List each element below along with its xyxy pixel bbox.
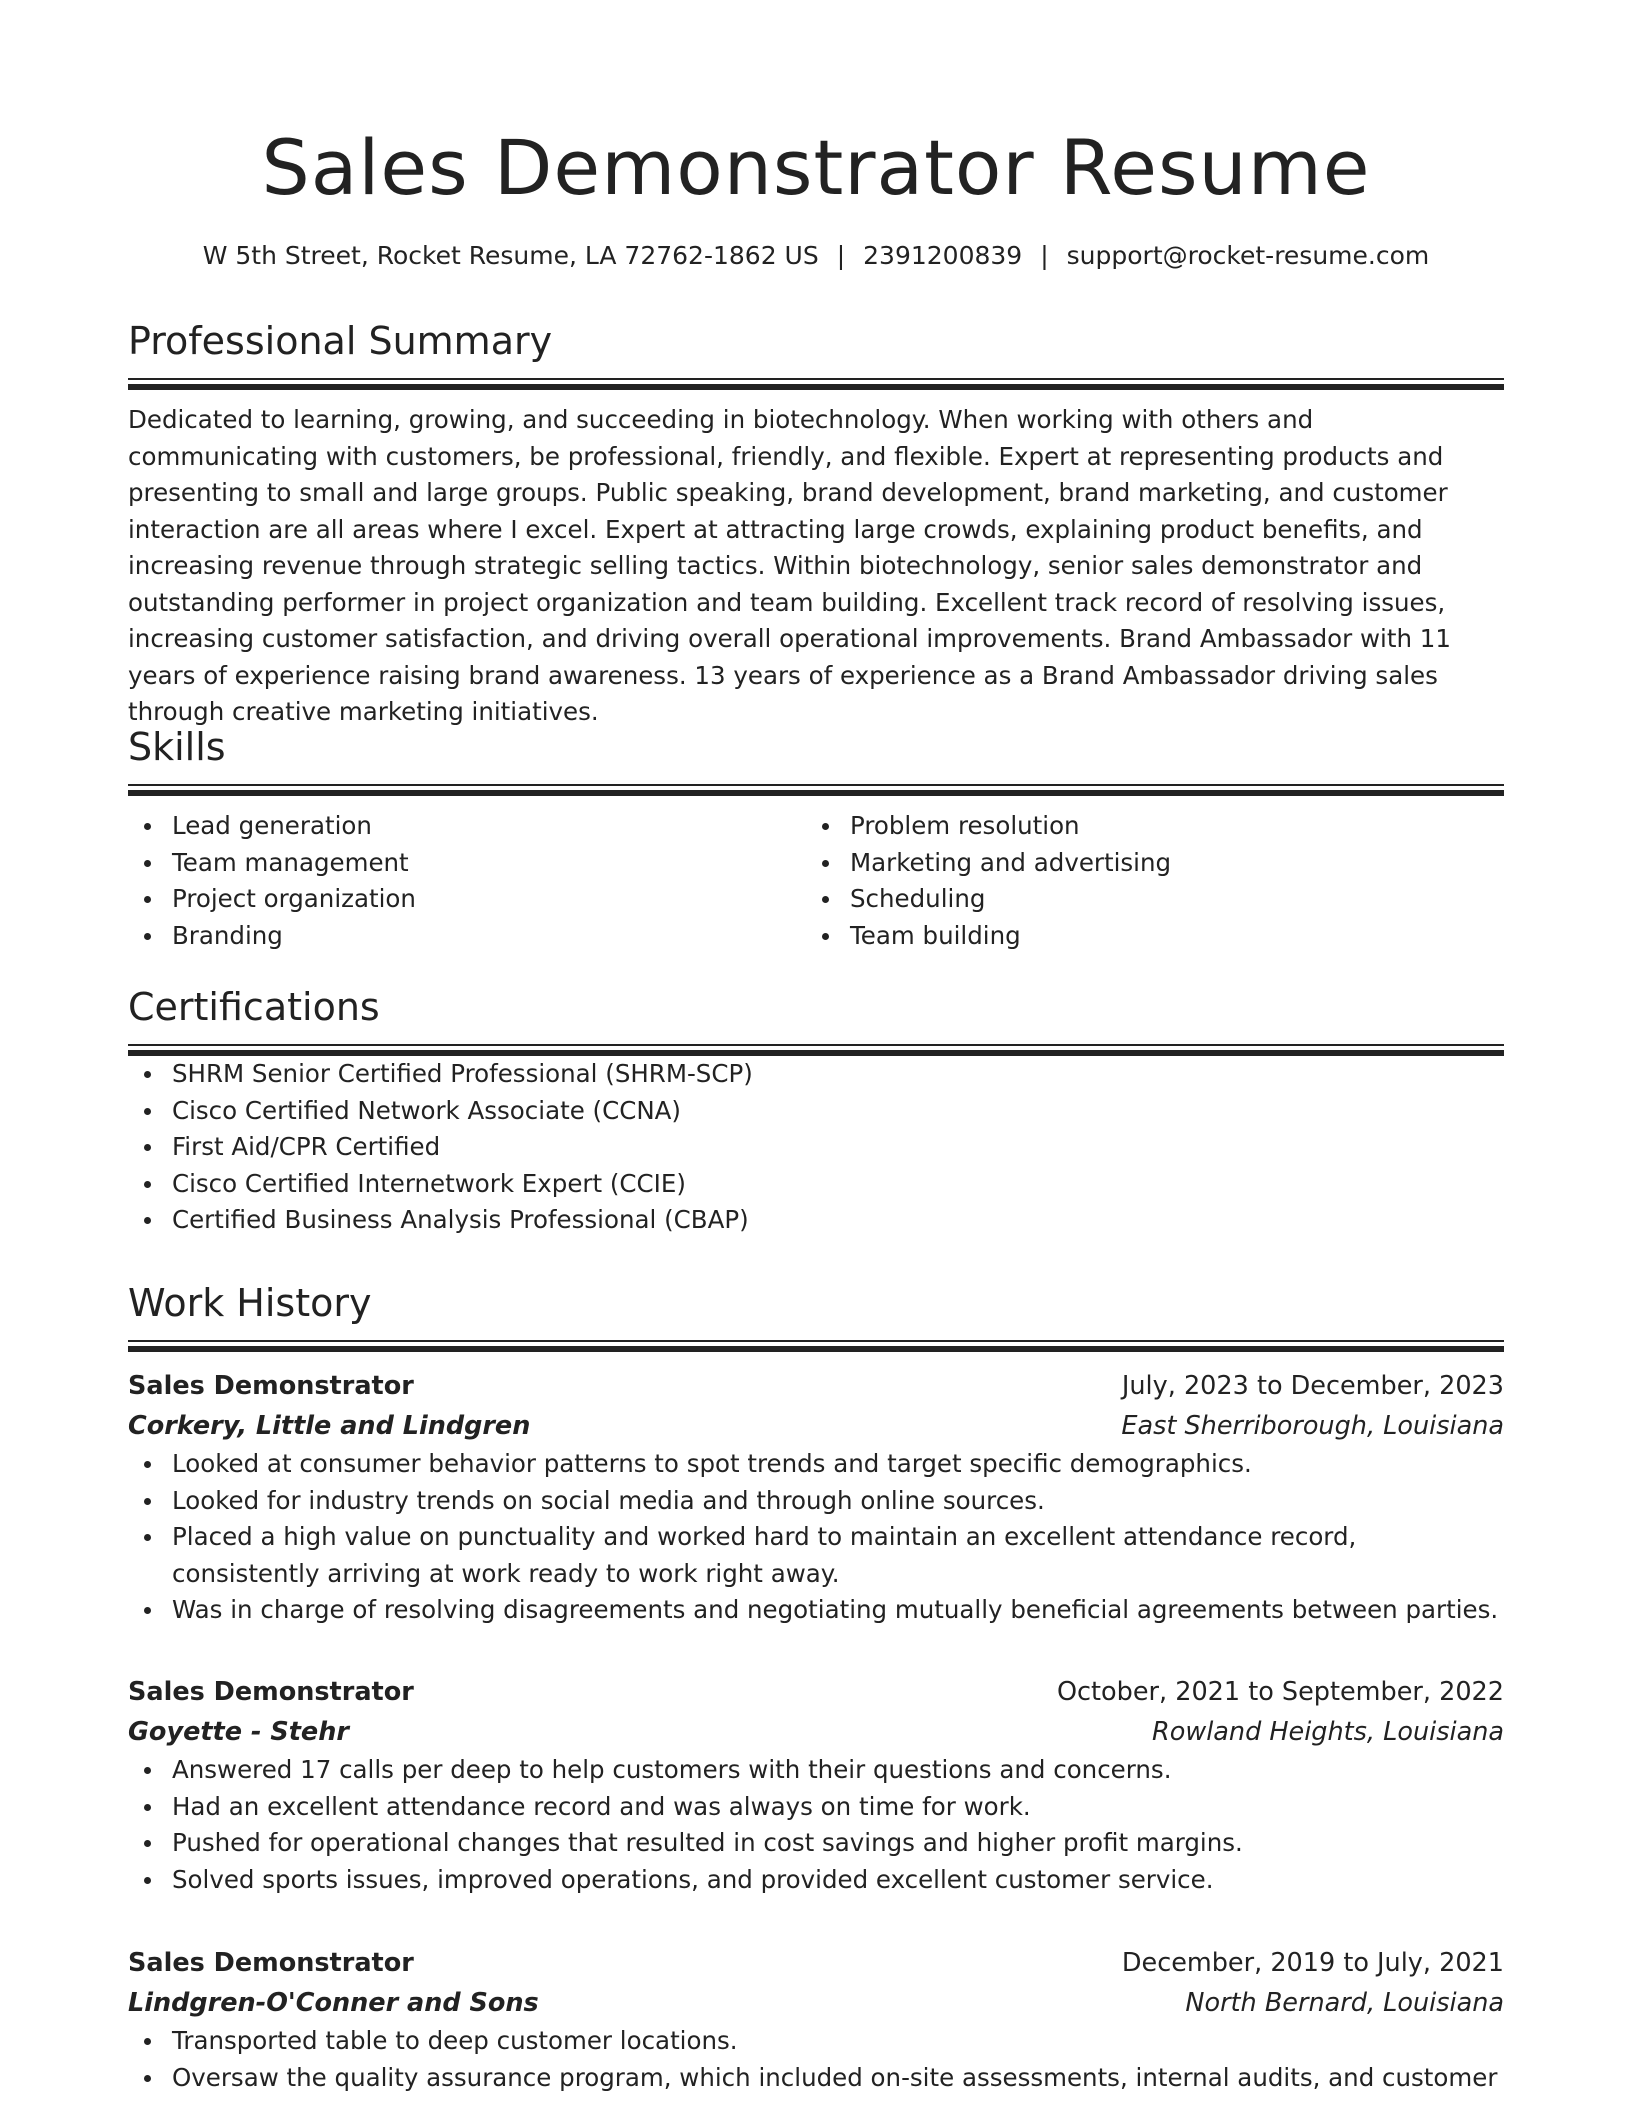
skills-column-left	[128, 808, 806, 954]
contact-separator: |	[836, 241, 846, 270]
job-bullet: Oversaw the quality assurance program, which included on-site assessments, internal audits, and customer	[172, 2060, 1504, 2097]
contact-address: W 5th Street, Rocket Resume, LA 72762-1862 US	[202, 241, 819, 270]
job-company-row	[128, 1983, 1504, 2023]
summary-text: Dedicated to learning, growing, and succeeding in biotechnology. When working with others and communicating with customers, be professional, friendly, and flexible. Expert at representing products and presenting to small and large groups. Public speaking, brand development, brand marketing, and customer interaction are all areas where I excel. Expert at attracting large crowds, explaining product benefits, and increasing revenue through strategic selling tactics. Within biotechnology, senior sales demonstrator and outstanding performer in project organization and team building. Excellent track record of resolving issues, increasing customer satisfaction, and driving overall operational improvements. Brand Ambassador with 11 years of experience raising brand awareness. 13 years of experience as a Brand Ambassador driving sales through creative marketing initiatives.	[128, 405, 1451, 726]
certification-item: Cisco Certified Internetwork Expert (CCIE)	[172, 1166, 1504, 1203]
certification-item: SHRM Senior Certified Professional (SHRM-SCP)	[172, 1056, 1504, 1093]
job-bullet: Solved sports issues, improved operations, and provided excellent customer service.	[172, 1862, 1504, 1899]
job-dates: December, 2019 to July, 2021	[1121, 1948, 1504, 1978]
certification-item: Cisco Certified Network Associate (CCNA)	[172, 1093, 1504, 1130]
job-location: East Sherriborough, Louisiana	[1121, 1411, 1504, 1441]
resume-title: Sales Demonstrator Resume	[261, 123, 1371, 212]
contact-line	[128, 238, 1504, 274]
skill-item: Branding	[172, 918, 806, 955]
job-dates: July, 2023 to December, 2023	[1121, 1371, 1504, 1401]
job-location: Rowland Heights, Louisiana	[1152, 1717, 1504, 1747]
job-title: Sales Demonstrator	[128, 1371, 414, 1401]
section-divider	[128, 378, 1504, 390]
job-company-row	[128, 1406, 1504, 1446]
job-bullet: Had an excellent attendance record and was always on time for work.	[172, 1789, 1504, 1826]
job-bullet: Looked at consumer behavior patterns to spot trends and target specific demographics.	[172, 1446, 1504, 1483]
skill-item: Problem resolution	[850, 808, 1484, 845]
section-heading-skills: Skills	[128, 725, 226, 769]
contact-phone: 2391200839	[863, 241, 1023, 270]
job-company: Goyette - Stehr	[128, 1717, 349, 1747]
skill-item: Lead generation	[172, 808, 806, 845]
job-bullet: Looked for industry trends on social media and through online sources.	[172, 1483, 1504, 1520]
job-header-row	[128, 1366, 1504, 1406]
certification-item: First Aid/CPR Certified	[172, 1129, 1504, 1166]
section-heading-certifications: Certifications	[128, 985, 380, 1029]
job-company: Corkery, Little and Lindgren	[128, 1411, 531, 1441]
skill-item: Project organization	[172, 881, 806, 918]
section-heading-work-history: Work History	[128, 1281, 372, 1325]
job-dates: October, 2021 to September, 2022	[1056, 1677, 1504, 1707]
skills-column-right	[806, 808, 1484, 954]
section-divider	[128, 1044, 1504, 1056]
job-entry	[128, 1672, 1504, 1898]
job-location: North Bernard, Louisiana	[1185, 1988, 1504, 2018]
job-entry	[128, 1943, 1504, 2096]
certification-item: Certified Business Analysis Professional (CBAP)	[172, 1202, 1504, 1239]
job-bullet: Pushed for operational changes that resulted in cost savings and higher profit margins.	[172, 1825, 1504, 1862]
job-bullet: Placed a high value on punctuality and worked hard to maintain an excellent attendance record, consistently arriving at work ready to work right away.	[172, 1519, 1504, 1592]
contact-separator: |	[1040, 241, 1049, 270]
skill-item: Team building	[850, 918, 1484, 955]
skill-item: Team management	[172, 845, 806, 882]
section-divider	[128, 1340, 1504, 1352]
summary-section	[128, 316, 1504, 731]
skills-section	[128, 722, 1504, 954]
section-divider	[128, 784, 1504, 796]
job-header-row	[128, 1943, 1504, 1983]
job-header-row	[128, 1672, 1504, 1712]
job-entry	[128, 1366, 1504, 1629]
job-title: Sales Demonstrator	[128, 1677, 414, 1707]
certifications-section	[128, 982, 1504, 1239]
skill-item: Scheduling	[850, 881, 1484, 918]
job-bullet: Transported table to deep customer locations.	[172, 2023, 1504, 2060]
job-company-row	[128, 1712, 1504, 1752]
job-company: Lindgren-O'Conner and Sons	[128, 1988, 539, 2018]
section-heading-summary: Professional Summary	[128, 319, 553, 363]
work-history-section	[128, 1278, 1504, 1352]
skill-item: Marketing and advertising	[850, 845, 1484, 882]
job-title: Sales Demonstrator	[128, 1948, 414, 1978]
job-bullet: Answered 17 calls per deep to help customers with their questions and concerns.	[172, 1752, 1504, 1789]
job-bullet: Was in charge of resolving disagreements and negotiating mutually beneficial agreements between parties.	[172, 1592, 1504, 1629]
contact-email: support@rocket-resume.com	[1066, 241, 1430, 270]
skills-grid	[128, 808, 1504, 954]
